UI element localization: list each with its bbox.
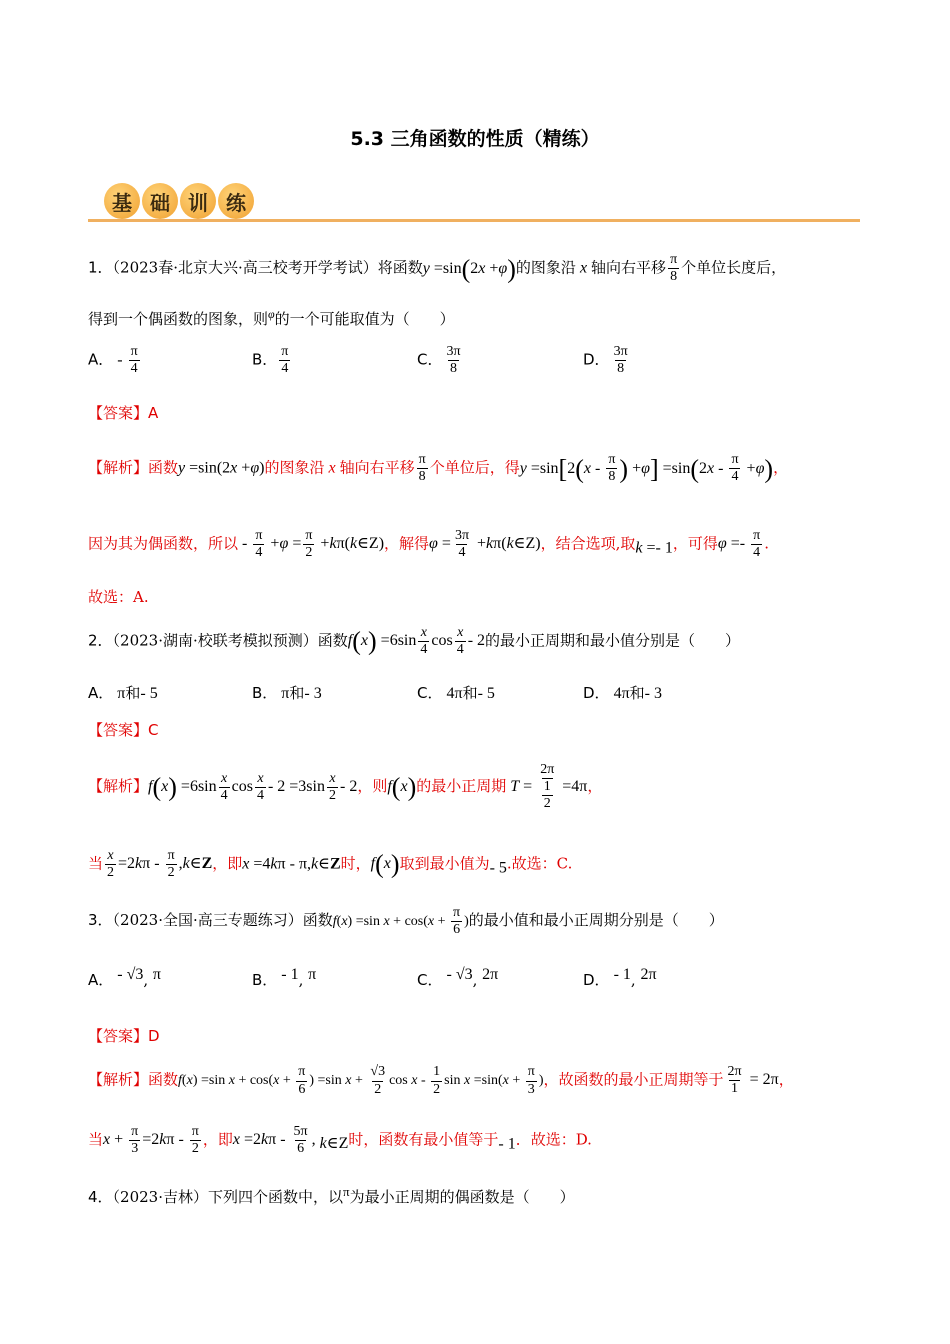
q3-source: （2023·全国·高三专题练习）函数 xyxy=(112,910,333,929)
q1-answer: 【答案】A xyxy=(88,404,159,422)
q1-option-c: C． xyxy=(417,350,443,369)
q2-options: A． π和- 5 xyxy=(88,684,158,702)
banner-char: 练 xyxy=(218,183,254,219)
q3-option-c: C． xyxy=(417,971,443,989)
q1-source: （2023春·北京大兴·高三校考开学考试）将函数 xyxy=(112,258,423,277)
banner-char: 训 xyxy=(180,183,216,219)
q2-number: 2． xyxy=(88,631,113,650)
q2-answer: 【答案】C xyxy=(88,721,159,739)
document-page: 5.3 三角函数的性质（精练） 基 础 训 练 1．（2023春·北京大兴·高三校考开学考试）将函数y =sin(2x +φ)的图象沿 x 轴向右平移 $\frac{\pi}{8}$ 个单位长度后， 得到一个偶函数的图象，则$^\varphi$的一个可能取值为（ ） A． - $\frac{\pi}{4}$ B． $\frac{\pi}{4}$ C． $\frac{3\pi}{8}$ D． $\frac{3\pi}{8}$ 【答案】A 【解析】函数y =sin(2x +φ)的图象沿 x 轴向右平移 $\frac{\pi}{8}$ 个单位后，得y =sin[2(x - $\frac{\pi}{8}$ ) +φ] =sin(2x - $\frac{\pi}{4}$ +φ)， 因为其为偶函数，所以 - $\frac{\pi}{4}$ +φ = $\frac{\pi}{2}$ +kπ(k∈Z)，解得φ = $\frac{3\pi}{4}$ +kπ(k∈Z)，结合选项,取k =- 1，可得φ =- $\frac{\pi}{4}$ . 故选：A. 2．（2023·湖南·校联考模拟预测）函数f(x) =6sin $\frac{x}{4}$ cos $\frac{x}{4}$ - 2的最小正周期和最小值分别是（ ） A． π和- 5 B． π和- 3 C． 4π和- 5 D． 4π和- 3 【答案】C 【解析】f(x) =6sin $\frac{x}{4}$ cos $\frac{x}{4}$ - 2 =3sin $\frac{x}{2}$ - 2，则f(x)的最小正周期 T = $\frac{\frac{2\pi}{1}}{2}$ =4π， 当 $\frac{x}{2}$ =2kπ - $\frac{\pi}{2}$ ,k∈Z，即x =4kπ - π,k∈Z时，f(x)取到最小值为- 5.故选：C. 3．（2023·全国·高三专题练习）函数f(x) =sin x + cos(x + $\frac{\pi}{6}$ )的最小值和最小正周期分别是（ ） A． - √3, π B． - 1, π C． - √3, 2π D． - 1, 2π 【答案】D 【解析】函数f(x) =sin x + cos(x + $\frac{\pi}{6}$ ) =sin x + $\frac{√3}{2}$ cos x - $\frac{1}{2}$ sin x =sin(x + $\frac{\pi}{3}$ )，故函数的最小正周期等于 $\frac{2\pi}{1}$ = 2π， 当x + $\frac{\pi}{3}$ =2kπ - $\frac{\pi}{2}$ ，即x =2kπ - $\frac{5\pi}{6}$ , k∈Z时，函数有最小值等于- 1．故选：D. 4．（2023·吉林）下列四个函数中，以π为最小正周期的偶函数是（ ） xyxy=(0,0,950,1344)
q3-option-b: B． xyxy=(252,971,278,989)
q1-options: A． - $\frac{\pi}{4}$ xyxy=(88,344,138,377)
q4-line1: 4．（2023·吉林）下列四个函数中，以π为最小正周期的偶函数是（ ） xyxy=(88,1184,575,1206)
q1-line1: 1．（2023春·北京大兴·高三校考开学考试）将函数y =sin(2x +φ)的图象沿 x 轴向右平移 $\frac{\pi}{8}$ 个单位长度后， xyxy=(88,252,787,285)
q2-source: （2023·湖南·校联考模拟预测）函数 xyxy=(112,631,348,650)
q3-options: A． - √3, π xyxy=(88,966,161,989)
q1-option-d: D． xyxy=(583,350,610,369)
q2-option-d: D． xyxy=(583,684,610,702)
q3-option-a: A． xyxy=(88,971,114,989)
banner-char: 础 xyxy=(142,183,178,219)
q1-analysis-line2: 因为其为偶函数，所以 - $\frac{\pi}{4}$ +φ = $\frac{\pi}{2}$ +kπ(k∈Z)，解得φ = $\frac{3\pi}{4}$ +kπ(k∈Z)，结合选项,取k =- 1，可得φ =- $\frac{\pi}{4}$ . xyxy=(88,528,769,561)
q3-answer: 【答案】D xyxy=(88,1027,160,1045)
q1-option-a: A． xyxy=(88,350,114,369)
q2-option-c: C． xyxy=(417,684,443,702)
q2-analysis-line1: 【解析】f(x) =6sin $\frac{x}{4}$ cos $\frac{x}{4}$ - 2 =3sin $\frac{x}{2}$ - 2，则f(x)的最小正周期 T = $\frac{\frac{2\pi}{1}}{2}$ =4π， xyxy=(88,762,603,812)
section-rule xyxy=(88,219,860,222)
page-title: 5.3 三角函数的性质（精练） xyxy=(350,128,600,150)
q3-line1: 3．（2023·全国·高三专题练习）函数f(x) =sin x + cos(x + $\frac{\pi}{6}$ )的最小值和最小正周期分别是（ ） xyxy=(88,905,724,938)
banner-char: 基 xyxy=(104,183,140,219)
q3-analysis-line1: 【解析】函数f(x) =sin x + cos(x + $\frac{\pi}{6}$ ) =sin x + $\frac{√3}{2}$ cos x - $\frac{1}{2}$ sin x =sin(x + $\frac{\pi}{3}$ )，故函数的最小正周期等于 $\frac{2\pi}{1}$ = 2π， xyxy=(88,1064,794,1097)
q3-number: 3． xyxy=(88,910,113,929)
q2-option-b: B． xyxy=(252,684,278,702)
q1-conclusion: 故选：A. xyxy=(88,588,149,606)
q1-analysis-line1: 【解析】函数y =sin(2x +φ)的图象沿 x 轴向右平移 $\frac{\pi}{8}$ 个单位后，得y =sin[2(x - $\frac{\pi}{8}$ ) +φ] =sin(2x - $\frac{\pi}{4}$ +φ)， xyxy=(88,452,789,485)
q1-line2: 得到一个偶函数的图象，则$^\varphi$的一个可能取值为（ ） xyxy=(88,307,455,328)
section-banner xyxy=(104,183,254,219)
q2-analysis-line2: 当 $\frac{x}{2}$ =2kπ - $\frac{\pi}{2}$ ,k∈Z，即x =4kπ - π,k∈Z时，f(x)取到最小值为- 5.故选：C. xyxy=(88,848,573,881)
q3-analysis-line2: 当x + $\frac{\pi}{3}$ =2kπ - $\frac{\pi}{2}$ ，即x =2kπ - $\frac{5\pi}{6}$ , k∈Z时，函数有最小值等于- 1．故选：D. xyxy=(88,1124,592,1157)
q2-option-a: A． xyxy=(88,684,114,702)
q1-number: 1． xyxy=(88,258,113,277)
q1-formula: y =sin(2x +φ) xyxy=(422,254,516,284)
q3-option-d: D． xyxy=(583,971,610,989)
q4-number: 4． xyxy=(88,1188,113,1206)
q4-source: （2023·吉林）下列四个函数中，以 xyxy=(112,1188,343,1206)
q1-option-b: B． xyxy=(252,350,278,369)
q2-line1: 2．（2023·湖南·校联考模拟预测）函数f(x) =6sin $\frac{x}{4}$ cos $\frac{x}{4}$ - 2的最小正周期和最小值分别是（ ） xyxy=(88,625,741,658)
